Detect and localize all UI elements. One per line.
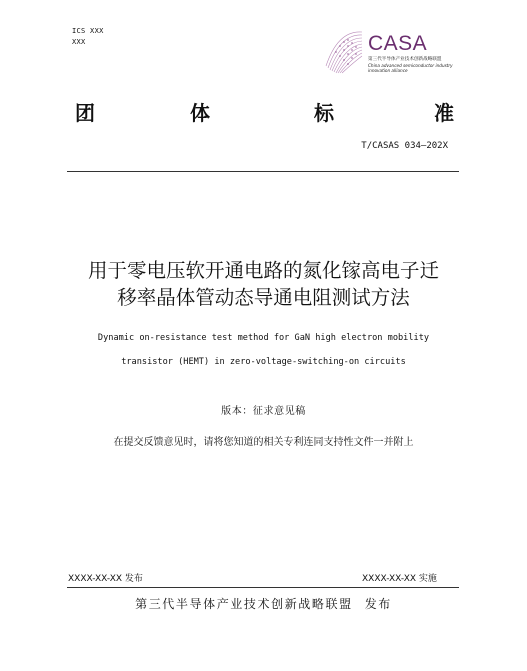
title-cn-line-1: 用于零电压软开通电路的氮化镓高电子迁 — [87, 259, 439, 282]
patent-notice: 在提交反馈意见时，请将您知道的相关专利连同支持性文件一并附上 — [113, 437, 414, 448]
standard-type-char: 准 — [434, 101, 454, 125]
title-en-line-2: transistor (HEMT) in zero-voltage-switching-on circuits — [121, 357, 406, 367]
version-label: 版本：征求意见稿 — [221, 406, 306, 417]
ics-code: ICS XXX — [72, 27, 104, 35]
standard-number: T/CASAS 034—202X — [361, 141, 448, 151]
publisher-line — [0, 595, 527, 612]
standard-type-char: 体 — [190, 101, 210, 125]
bottom-divider — [67, 587, 459, 588]
casa-logo-text: CASA — [368, 32, 428, 55]
publish-date: XXXX-XX-XX 发布 — [68, 574, 143, 584]
standard-type-char: 标 — [314, 101, 334, 125]
casa-logo-subtitle-cn: 第三代半导体产业技术创新战略联盟 — [368, 57, 442, 62]
class-code: XXX — [72, 38, 86, 46]
standard-type-char: 团 — [75, 101, 95, 125]
top-divider — [67, 171, 459, 172]
publisher-name: 第三代半导体产业技术创新战略联盟 — [135, 597, 353, 611]
title-cn-line-2: 移率晶体管动态导通电阻测试方法 — [117, 286, 410, 309]
classification-codes — [72, 26, 104, 48]
title-en-line-1: Dynamic on-resistance test method for GaN high electron mobility — [97, 333, 430, 343]
publisher-action: 发布 — [364, 597, 392, 611]
casa-logo-subtitle-en: China advanced semiconductor industry innovation alliance — [368, 63, 453, 73]
casa-logo — [318, 26, 468, 82]
casa-logo-mark-icon — [318, 26, 366, 76]
implement-date: XXXX-XX-XX 实施 — [362, 574, 437, 584]
